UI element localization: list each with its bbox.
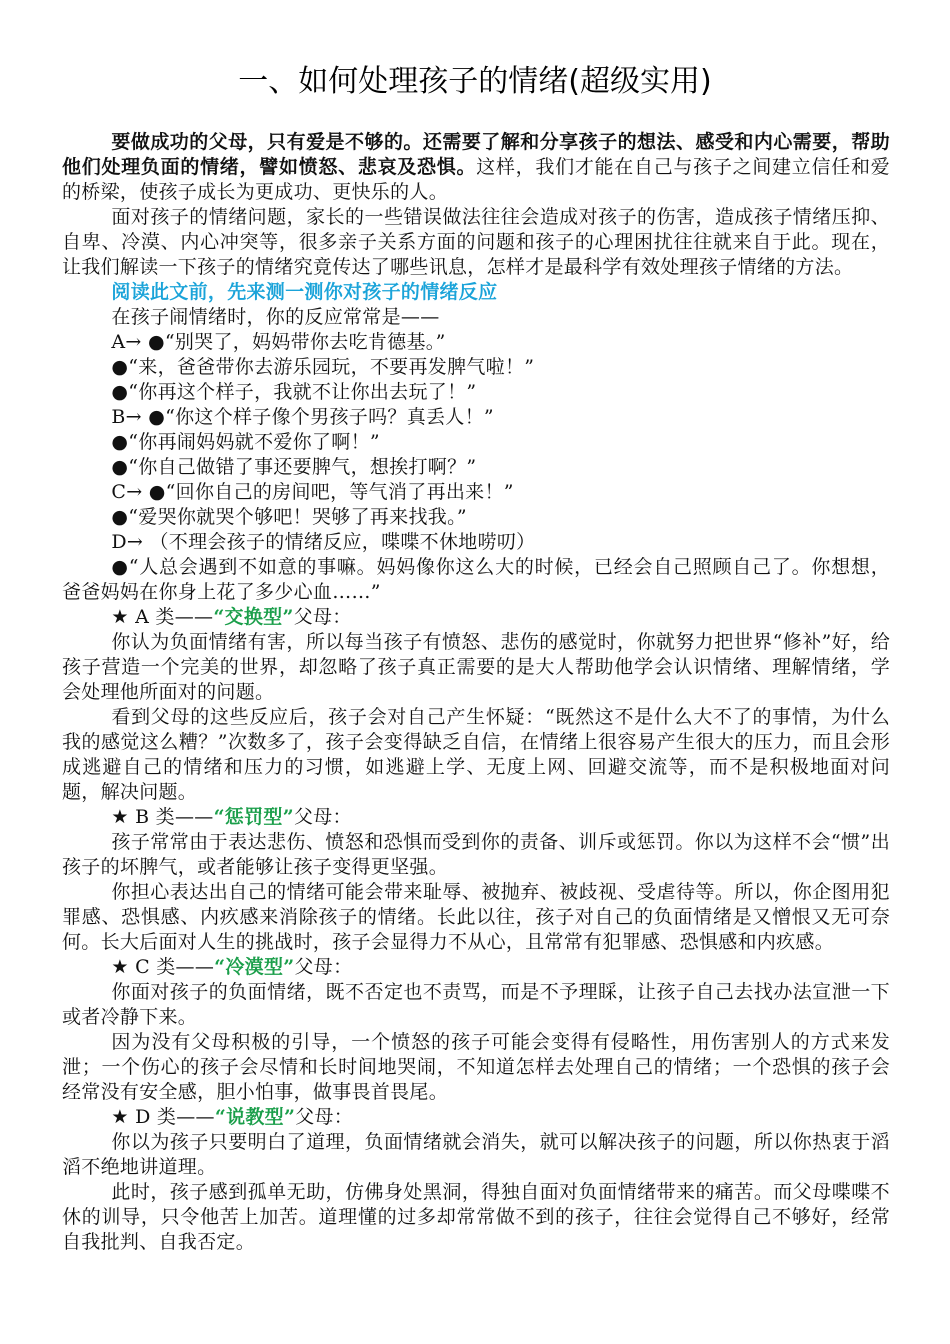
type-d-paragraph: 此时，孩子感到孤单无助，仿佛身处黑洞，得独自面对负面情绪带来的痛苦。而父母喋喋不休的训导，只令他苦上加苦。道理懂的过多却常常做不到的孩子，往往会觉得自己不够好，经常自我批判、自我否定。: [62, 1181, 890, 1253]
intro-bold-text: 要做成功的父母，只有爱是不够的。还需要了解和分享孩子的想法、感受和内心需要，帮助他们处理负面的情绪，譬如愤怒、悲哀及恐惧。: [62, 131, 890, 178]
quiz-option-line: ●“人总会遇到不如意的事嘛。妈妈像你这么大的时候，已经会自己照顾自己了。你想想，爸爸妈妈在你身上花了多少心血……”: [62, 556, 890, 603]
quiz-option-line: ●“来，爸爸带你去游乐园玩，不要再发脾气啦！”: [111, 356, 535, 378]
quiz-option-line: ●“你再闹妈妈就不爱你了啊！”: [111, 431, 380, 453]
type-heading-d: ★ D 类——“说教型”父母：: [111, 1106, 354, 1128]
intro-text: 这样，我们才能在自己与孩子之间建立信任和爱的桥梁，使孩子成长为更成功、更快乐的人。: [62, 156, 890, 203]
article-body: [62, 130, 890, 1255]
type-heading-a: ★ A 类——“交换型”父母：: [111, 606, 352, 628]
type-c-paragraph: 因为没有父母积极的引导，一个愤怒的孩子可能会变得有侵略性，用伤害别人的方式来发泄；一个伤心的孩子会尽情和长时间地哭闹，不知道怎样去处理自己的情绪；一个恐惧的孩子会经常没有安全感，胆小怕事，做事畏首畏尾。: [62, 1031, 890, 1103]
type-d-paragraph: 你以为孩子只要明白了道理，负面情绪就会消失，就可以解决孩子的问题，所以你热衷于滔滔不绝地讲道理。: [62, 1131, 890, 1178]
paragraph: 面对孩子的情绪问题，家长的一些错误做法往往会造成对孩子的伤害，造成孩子情绪压抑、自卑、冷漠、内心冲突等，很多亲子关系方面的问题和孩子的心理困扰往往就来自于此。现在，让我们解读一下孩子的情绪究竟传达了哪些讯息，怎样才是最科学有效处理孩子情绪的方法。: [62, 206, 890, 278]
quiz-option-line: D→ （不理会孩子的情绪反应，喋喋不休地唠叨）: [111, 531, 536, 553]
type-heading-b: ★ B 类——“惩罚型”父母：: [111, 806, 352, 828]
quiz-option-line: ●“你再这个样子，我就不让你出去玩了！”: [111, 381, 477, 403]
type-heading-c: ★ C 类——“冷漠型”父母：: [111, 956, 353, 978]
type-c-paragraph: 你面对孩子的负面情绪，既不否定也不责骂，而是不予理睬，让孩子自己去找办法宣泄一下或者冷静下来。: [62, 981, 890, 1028]
quiz-option-line: ●“爱哭你就哭个够吧！哭够了再来找我。”: [111, 506, 467, 528]
quiz-question: 在孩子闹情绪时，你的反应常常是——: [111, 306, 440, 328]
quiz-option-line: A→ ●“别哭了，妈妈带你去吃肯德基。”: [111, 331, 446, 353]
quiz-heading: 阅读此文前，先来测一测你对孩子的情绪反应: [111, 281, 498, 303]
quiz-option-line: B→ ●“你这个样子像个男孩子吗？真丢人！”: [111, 406, 494, 428]
type-a-paragraph: 看到父母的这些反应后，孩子会对自己产生怀疑：“既然这不是什么大不了的事情，为什么我的感觉这么糟？”次数多了，孩子会变得缺乏自信，在情绪上很容易产生很大的压力，而且会形成逃避自己的情绪和压力的习惯，如逃避上学、无度上网、回避交流等，而不是积极地面对问题，解决问题。: [62, 706, 890, 803]
quiz-option-line: ●“你自己做错了事还要脾气，想挨打啊？”: [111, 456, 477, 478]
quiz-option-line: C→ ●“回你自己的房间吧，等气消了再出来！”: [111, 481, 514, 503]
type-b-paragraph: 孩子常常由于表达悲伤、愤怒和恐惧而受到你的责备、训斥或惩罚。你以为这样不会“惯”出孩子的坏脾气，或者能够让孩子变得更坚强。: [62, 831, 890, 878]
page-title: 一、如何处理孩子的情绪(超级实用): [238, 64, 712, 99]
intro-paragraph: [62, 130, 890, 205]
type-b-paragraph: 你担心表达出自己的情绪可能会带来耻辱、被抛弃、被歧视、受虐待等。所以，你企图用犯罪感、恐惧感、内疚感来消除孩子的情绪。长此以往，孩子对自己的负面情绪是又憎恨又无可奈何。长大后面对人生的挑战时，孩子会显得力不从心，且常常有犯罪感、恐惧感和内疚感。: [62, 881, 890, 953]
type-a-paragraph: 你认为负面情绪有害，所以每当孩子有愤怒、悲伤的感觉时，你就努力把世界“修补”好，给孩子营造一个完美的世界，却忽略了孩子真正需要的是大人帮助他学会认识情绪、理解情绪，学会处理他所面对的问题。: [62, 631, 890, 703]
